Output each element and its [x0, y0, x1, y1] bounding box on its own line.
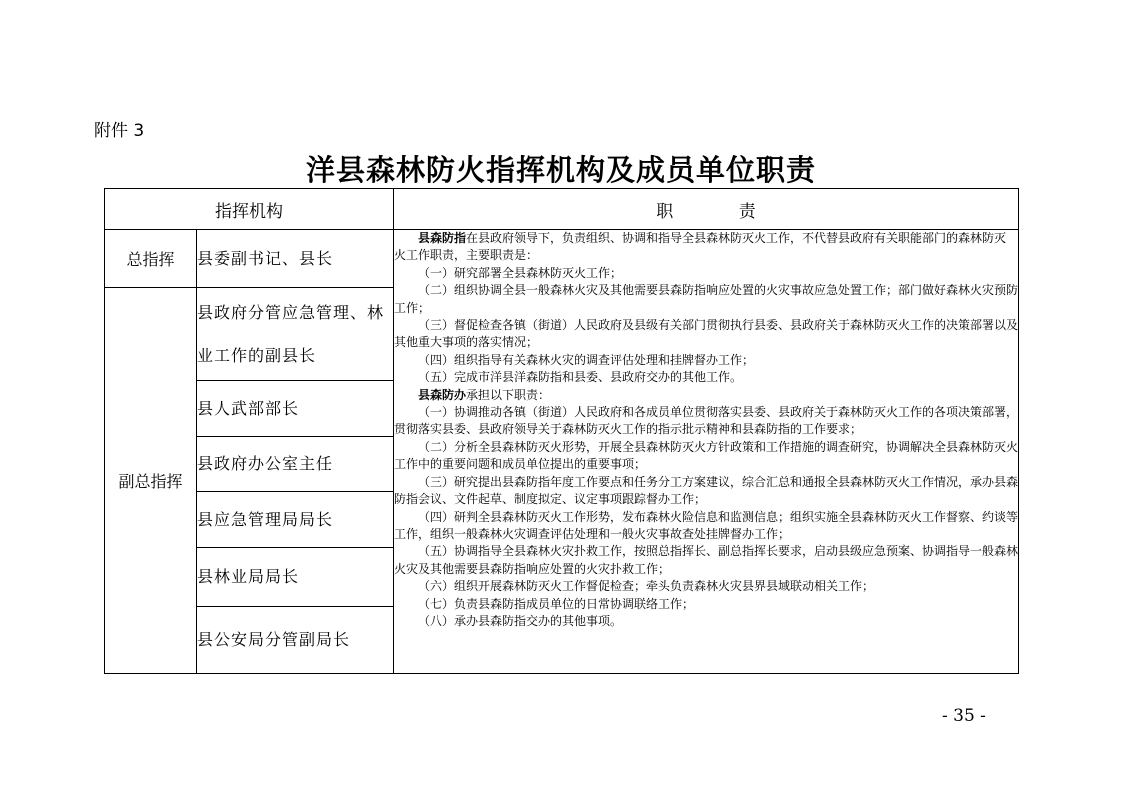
duty-item: （八）承办县森防指交办的其他事项。: [418, 613, 623, 628]
duty-item: （四）研判全县森林防灭火工作形势，发布森林火险信息和监测信息；组织实施全县森林防灭火工作督察、约谈等工作，组织一般森林火灾调查评估处理和一般火灾事故查处挂牌督办工作；: [394, 509, 1019, 541]
document-title: 洋县森林防火指挥机构及成员单位职责: [305, 153, 816, 187]
role-deputy: 副总指挥: [105, 288, 197, 674]
table-row: [105, 230, 1019, 288]
role-commander: 总指挥: [105, 230, 197, 288]
office-intro: 县森防办承担以下职责：: [418, 387, 551, 402]
duty-item: （四）组织指导有关森林火灾的调查评估处理和挂牌督办工作；: [418, 352, 755, 367]
duty-item: （二）组织协调全县一般森林火灾及其他需要县森防指响应处置的火灾事故应急处置工作；部门做好森林火灾预防工作；: [394, 283, 1019, 315]
page-number: - 35 -: [942, 706, 986, 726]
duty-item: （一）协调推动各镇（街道）人民政府和各成员单位贯彻落实县委、县政府关于森林防灭火工作的各项决策部署，贯彻落实县委、县政府领导关于森林防灭火工作的指示批示精神和县森防指的工作要求；: [394, 405, 1019, 437]
post-cell: 县应急管理局局长: [197, 492, 394, 548]
attachment-label: 附件 3: [94, 121, 145, 141]
post-cell: 县林业局局长: [197, 548, 394, 607]
post-cell: 县政府办公室主任: [197, 437, 394, 492]
post-cell: 县公安局分管副局长: [197, 607, 394, 674]
header-duty: 职 责: [394, 189, 1019, 230]
hq-name: 县森防指: [418, 231, 467, 245]
post-cell: 县委副书记、县长: [197, 230, 394, 288]
header-org: 指挥机构: [105, 189, 394, 230]
duty-item: （五）协调指导全县森林火灾扑救工作，按照总指挥长、副总指挥长要求，启动县级应急预案、协调指导一般森林火灾及其他需要县森防指响应处置的火灾扑救工作；: [394, 544, 1019, 576]
table-header-row: [105, 189, 1019, 230]
duty-item: （一）研究部署全县森林防灭火工作；: [418, 265, 623, 280]
duty-item: （三）研究提出县森防指年度工作要点和任务分工方案建议，综合汇总和通报全县森林防灭火工作情况，承办县森防指会议、文件起草、制度拟定、议定事项跟踪督办工作；: [394, 474, 1019, 507]
duty-item: （五）完成市洋县洋森防指和县委、县政府交办的其他工作。: [418, 370, 743, 385]
post-cell: 县人武部部长: [197, 381, 394, 437]
office-name: 县森防办: [418, 387, 467, 402]
duty-item: （三）督促检查各镇（街道）人民政府及县级有关部门贯彻执行县委、县政府关于森林防灭火工作的决策部署以及其他重大事项的落实情况；: [394, 318, 1019, 350]
duty-item: （六）组织开展森林防灭火工作督促检查；牵头负责森林火灾县界县域联动相关工作；: [418, 579, 875, 594]
duty-table: [104, 188, 1019, 674]
hq-intro: 县森防指在县政府领导下，负责组织、协调和指导全县森林防灭火工作，不代替县政府有关职能部门的森林防灭火工作职责，主要职责是：: [394, 231, 1007, 263]
duty-item: （七）负责县森防指成员单位的日常协调联络工作；: [418, 596, 695, 611]
duty-item: （二）分析全县森林防灭火形势，开展全县森林防灭火方针政策和工作措施的调查研究，协调解决全县森林防灭火工作中的重要问题和成员单位提出的重要事项；: [394, 439, 1019, 472]
post-cell: 县政府分管应急管理、林业工作的副县长: [197, 288, 394, 381]
duties-cell: [394, 230, 1019, 674]
